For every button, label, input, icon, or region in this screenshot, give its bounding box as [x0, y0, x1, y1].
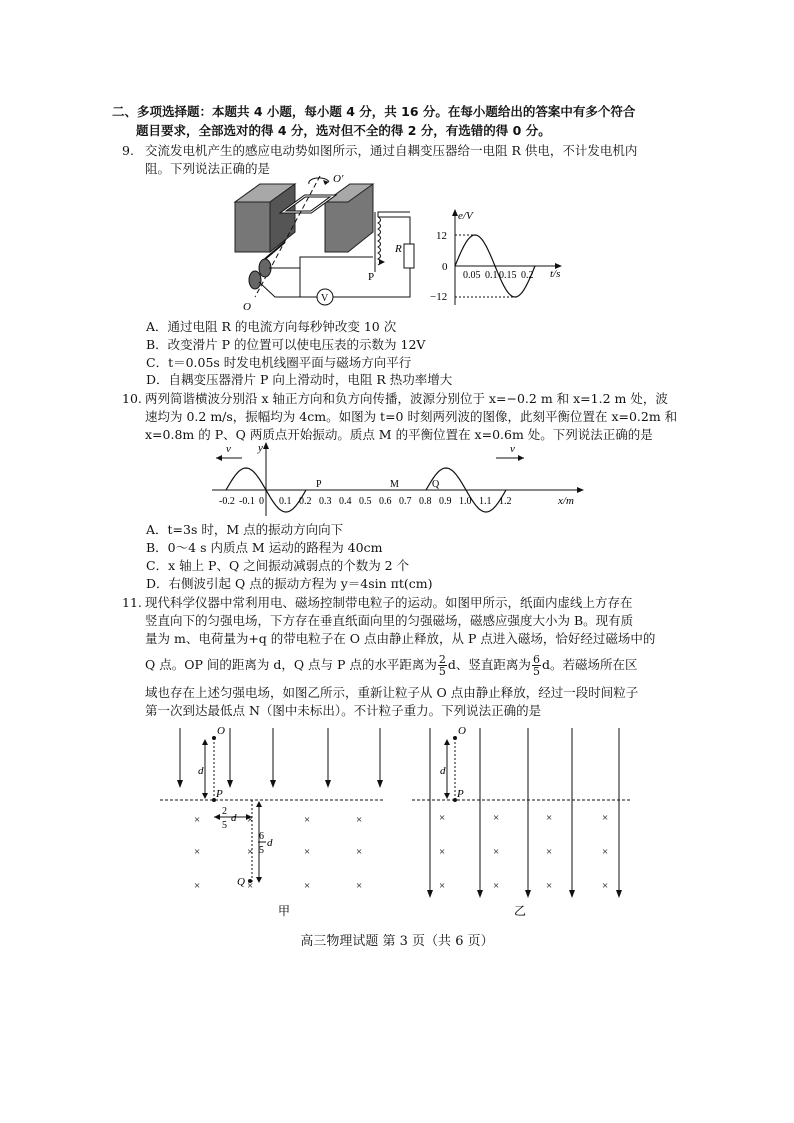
q11-line5: 域也存在上述匀强电场，如图乙所示，重新让粒子从 O 点由静止释放，经过一段时间粒子: [145, 685, 639, 700]
field-arrowhead: [325, 780, 331, 788]
page-footer: 高三物理试题 第 3 页（共 6 页）: [300, 934, 494, 949]
q9-option-b: B．改变滑片 P 的位置可以使电压表的示数为 12V: [146, 337, 426, 352]
q9-generator-figure: [225, 172, 448, 313]
q9-voltmeter-label: V: [321, 293, 329, 304]
magnetic-field-cross: ×: [356, 814, 363, 826]
q11-left-p: P: [216, 788, 223, 800]
q11-line4-c: d。若磁场所在区: [541, 657, 638, 672]
q11-line2: 竖直向下的匀强电场，下方存在垂直纸面向里的匀强磁场，磁感应强度大小为 B。现有质: [145, 613, 634, 628]
field-arrowhead: [616, 890, 622, 898]
q9-graph-origin: 0: [442, 261, 448, 273]
magnetic-field-cross: ×: [304, 880, 311, 892]
q10-xtick-label: 0.4: [339, 496, 352, 507]
magnetic-field-cross: ×: [194, 814, 201, 826]
field-arrowhead: [177, 780, 183, 788]
q9-resistor-label: R: [395, 243, 402, 255]
q10-xtick-label: 1.1: [479, 496, 492, 507]
field-arrowhead: [377, 780, 383, 788]
q9-graph-y-top: 12: [436, 230, 447, 242]
q10-xtick-label: 0.1: [279, 496, 292, 507]
q10-xtick-label: -0.2: [219, 496, 235, 507]
magnetic-field-cross: ×: [356, 846, 363, 858]
q9-option-d: D．自耦变压器滑片 P 向上滑动时，电阻 R 热功率增大: [146, 372, 453, 387]
q10-graph-ylabel: y: [258, 442, 263, 454]
q9-graph-xtick-3: 0.2: [521, 270, 534, 281]
q10-stem-line3: x=0.8m 的 P、Q 两质点开始振动。质点 M 的平衡位置在 x=0.6m 处。下列说法正确的是: [145, 427, 653, 442]
field-arrowhead: [270, 780, 276, 788]
field-arrowhead: [477, 890, 483, 898]
q11-frac-vertical: $\frac{6}{5}$: [532, 653, 540, 678]
q9-option-c: C．t＝0.05s 时发电机线圈平面与磁场方向平行: [146, 355, 412, 370]
magnetic-field-cross: ×: [546, 812, 553, 824]
magnetic-field-cross: ×: [247, 846, 254, 858]
magnetic-field-cross: ×: [602, 880, 609, 892]
q10-xtick-label: 1.0: [459, 496, 472, 507]
q10-xtick-label: 0.5: [359, 496, 372, 507]
q11-line1: 现代科学仪器中常利用电、磁场控制带电粒子的运动。如图甲所示，纸面内虚线上方存在: [145, 595, 633, 610]
magnetic-field-cross: ×: [247, 880, 254, 892]
magnetic-field-cross: ×: [602, 846, 609, 858]
q10-option-d: D．右侧波引起 Q 点的振动方程为 y＝4sin πt(cm): [146, 576, 433, 591]
section-header-line2: 题目要求，全部选对的得 4 分，选对但不全的得 2 分，有选错的得 0 分。: [136, 123, 551, 138]
q10-stem-line2: 速均为 0.2 m/s，振幅均为 4cm。如图为 t=0 时刻两列波的图像，此刻平衡位置在 x=0.2m 和: [145, 409, 678, 424]
field-arrowhead: [525, 890, 531, 898]
q11-right-caption: 乙: [514, 904, 527, 918]
magnetic-field-cross: ×: [546, 846, 553, 858]
q11-left-h-den: 5: [222, 820, 227, 831]
q9-graph-y-bottom: −12: [430, 291, 448, 303]
q11-left-q: Q: [237, 876, 245, 888]
q9-et-graph: [430, 205, 560, 315]
q10-xtick-label: 0: [259, 496, 264, 507]
q11-left-v-den: 5: [259, 845, 264, 856]
q11-right-o: O: [458, 725, 466, 737]
q11-left-d: d: [198, 765, 204, 777]
magnetic-field-cross: ×: [194, 846, 201, 858]
q9-stem-line1: 交流发电机产生的感应电动势如图所示，通过自耦变压器给一电阻 R 供电，不计发电机内: [145, 143, 638, 158]
q11-right-d: d: [440, 765, 446, 777]
q11-right-p: P: [457, 788, 464, 800]
q9-axis-label-top: O′: [333, 173, 344, 185]
q9-option-a: A．通过电阻 R 的电流方向每秒钟改变 10 次: [146, 319, 397, 334]
q10-xtick-label: 1.2: [499, 496, 512, 507]
q10-option-c: C．x 轴上 P、Q 之间振动减弱点的个数为 2 个: [146, 558, 410, 573]
q9-graph-xlabel: t/s: [550, 268, 561, 280]
q10-graph-xlabel: x/m: [558, 495, 574, 507]
q11-left-v-num: 6: [259, 831, 264, 842]
magnetic-field-cross: ×: [546, 880, 553, 892]
section-header-line1: 二、多项选择题：本题共 4 小题，每小题 4 分，共 16 分。在每小题给出的答案中有多个符合: [112, 104, 636, 119]
q9-number: 9.: [122, 143, 134, 158]
magnetic-field-cross: ×: [356, 880, 363, 892]
q11-figure-right: [412, 722, 642, 922]
magnetic-field-cross: ×: [439, 812, 446, 824]
magnetic-field-cross: ×: [493, 812, 500, 824]
q11-line3: 量为 m、电荷量为+q 的带电粒子在 O 点由静止释放，从 P 点进入磁场，恰好经过磁场中的: [145, 631, 656, 646]
field-arrowhead: [427, 890, 433, 898]
q10-stem-line1: 两列简谐横波分别沿 x 轴正方向和负方向传播，波源分别位于 x=−0.2 m 和 x=1.2 m 处，波: [145, 391, 668, 406]
q11-frac-horizontal: $\frac{2}{5}$: [438, 653, 446, 678]
q10-xtick-label: 0.2: [299, 496, 312, 507]
q9-slider-label: P: [368, 271, 375, 283]
magnetic-field-cross: ×: [439, 846, 446, 858]
q9-axis-label-bottom: O: [243, 301, 251, 313]
resistor: [404, 244, 414, 268]
q10-number: 10.: [122, 391, 142, 406]
q10-xtick-label: 0.9: [439, 496, 452, 507]
magnetic-field-cross: ×: [194, 880, 201, 892]
q11-line4: [145, 654, 637, 677]
q9-graph-ylabel: e/V: [458, 210, 473, 222]
q10-point-p: P: [316, 479, 322, 490]
q10-v-right-label: v: [510, 443, 515, 455]
q10-xtick-label: 0.7: [399, 496, 412, 507]
q10-xtick-label: 0.8: [419, 496, 432, 507]
q11-line6: 第一次到达最低点 N（图中未标出）。不计粒子重力。下列说法正确的是: [145, 703, 542, 718]
q10-option-a: A．t=3s 时，M 点的振动方向向下: [146, 522, 344, 537]
q10-point-q: Q: [432, 479, 440, 490]
q11-line4-a: Q 点。OP 间的距离为 d，Q 点与 P 点的水平距离为: [145, 657, 437, 672]
q11-left-h-num: 2: [222, 806, 227, 817]
magnetic-field-cross: ×: [439, 880, 446, 892]
q11-left-v-d: d: [267, 837, 273, 849]
magnetic-field-cross: ×: [304, 846, 311, 858]
field-arrowhead: [227, 780, 233, 788]
q11-line4-b: d、竖直距离为: [447, 657, 531, 672]
q11-left-h-d: d: [231, 812, 237, 824]
q10-xtick-label: -0.1: [239, 496, 255, 507]
q9-graph-xtick-1: 0.1: [485, 270, 498, 281]
magnetic-field-cross: ×: [304, 814, 311, 826]
magnetic-field-cross: ×: [493, 846, 500, 858]
magnetic-field-cross: ×: [602, 812, 609, 824]
magnetic-field-cross: ×: [247, 814, 254, 826]
q10-xtick-label: 0.6: [379, 496, 392, 507]
q11-number: 11.: [122, 595, 142, 610]
q9-graph-xtick-0: 0.05: [463, 270, 481, 281]
q11-figure-left: [160, 722, 390, 922]
magnetic-field-cross: ×: [493, 880, 500, 892]
q9-stem-line2: 阻。下列说法正确的是: [145, 161, 271, 176]
q10-option-b: B．0～4 s 内质点 M 运动的路程为 40cm: [146, 540, 383, 555]
q11-left-caption: 甲: [278, 904, 291, 918]
q10-xtick-label: 0.3: [319, 496, 332, 507]
q9-graph-xtick-2: 0.15: [499, 270, 517, 281]
q10-v-left-label: v: [226, 443, 231, 455]
q11-left-o: O: [217, 725, 225, 737]
q10-point-m: M: [390, 479, 399, 490]
q10-wave-graph: [212, 440, 592, 520]
field-arrowhead: [569, 890, 575, 898]
